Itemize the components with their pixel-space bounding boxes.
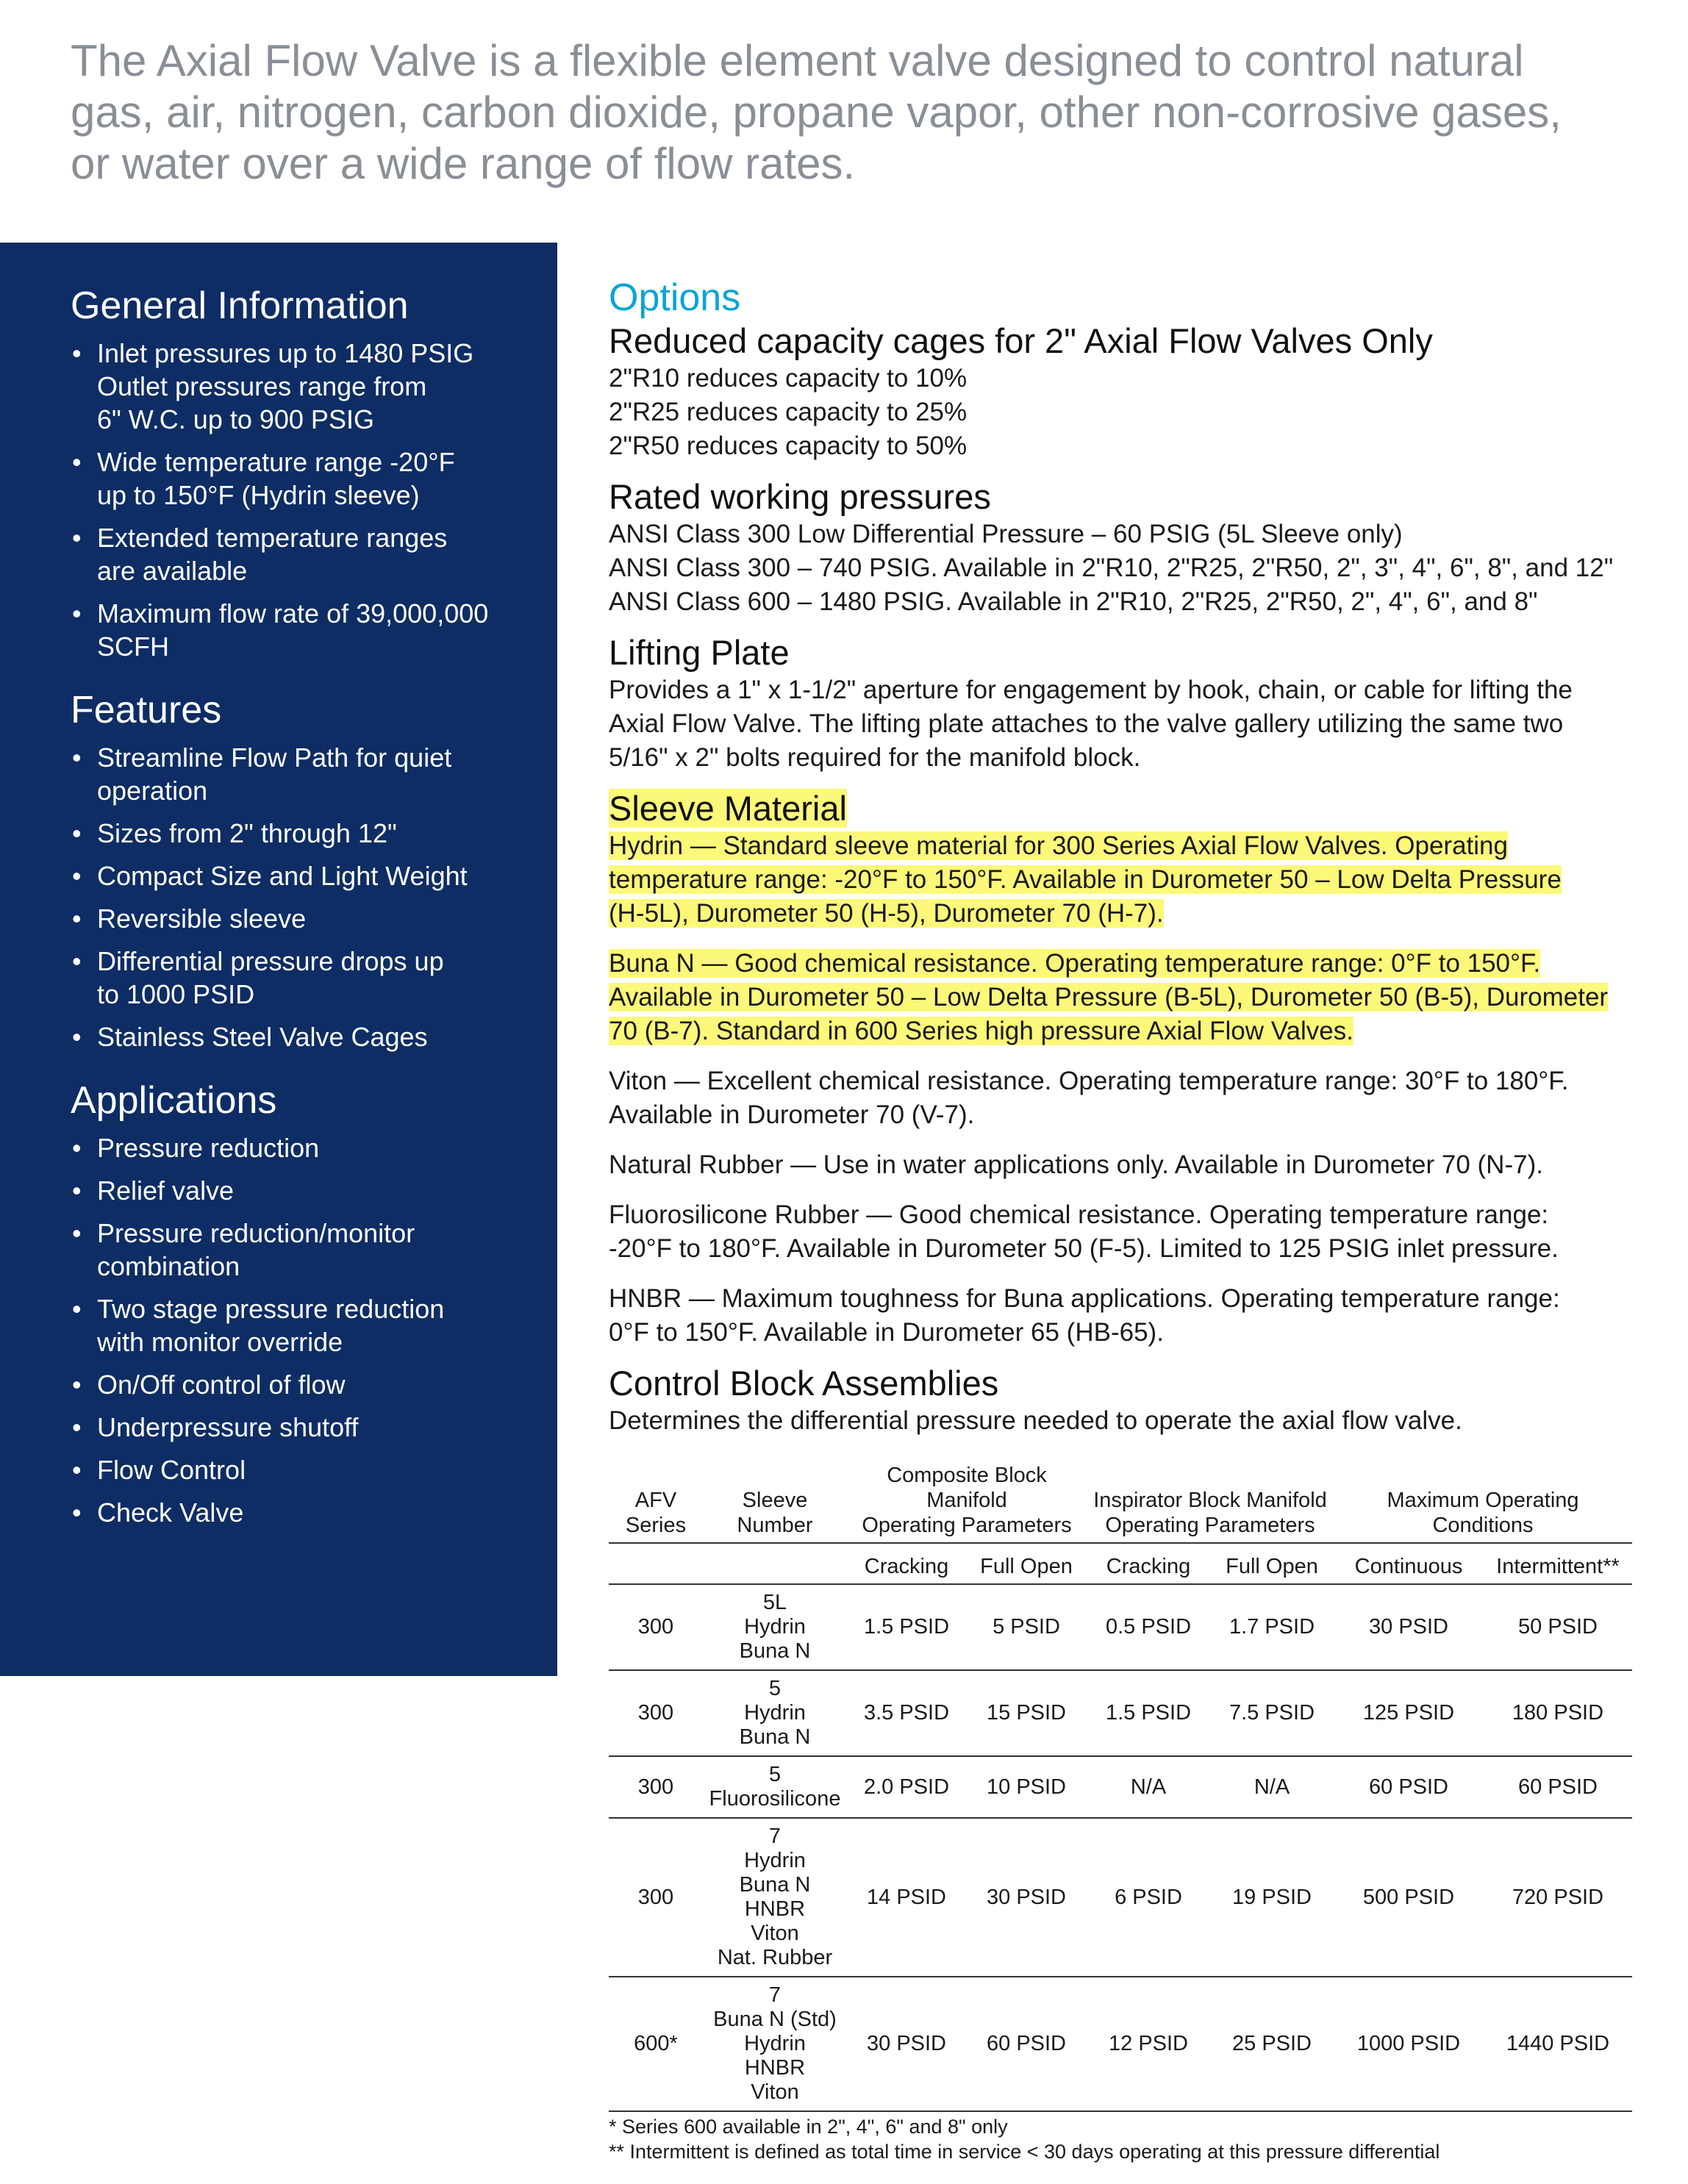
- pressure-line: ANSI Class 600 – 1480 PSIG. Available in 2"R10, 2"R25, 2"R50, 2", 4", 6", and 8": [609, 587, 1538, 616]
- afv-series-cell: 300: [609, 1670, 703, 1756]
- list-item: [71, 1174, 557, 1207]
- lifting-line: Provides a 1" x 1-1/2" aperture for engagement by hook, chain, or cable for lifting the: [609, 676, 1573, 704]
- sleeve-name: Buna N: [739, 1873, 811, 1897]
- pressure-cell: 1.5 PSID: [847, 1584, 966, 1670]
- reduced-capacity-title: Reduced capacity cages for 2" Axial Flow Valves Only: [609, 321, 1433, 360]
- lifting-plate-title: Lifting Plate: [609, 633, 790, 672]
- empty-subheader: [703, 1543, 847, 1584]
- pressure-cell: 14 PSID: [847, 1818, 966, 1977]
- pressure-cell: 720 PSID: [1484, 1818, 1632, 1977]
- list-item: [71, 445, 557, 512]
- sleeve-line: -20°F to 180°F. Available in Durometer 50 (F-5). Limited to 125 PSIG inlet pressure.: [609, 1234, 1559, 1263]
- pressure-cell: 60 PSID: [1484, 1756, 1632, 1818]
- sleeve-paragraph: [609, 1148, 1638, 1182]
- sleeve-name: HNBR: [744, 1897, 806, 1921]
- table-body: [609, 1584, 1632, 2111]
- list-item-line: • Underpressure shutoff: [97, 1412, 359, 1442]
- pressure-cell: 5 PSID: [966, 1584, 1087, 1670]
- list-item-line: • Check Valve: [97, 1497, 244, 1528]
- sleeve-material-section: [609, 788, 1638, 1350]
- sleeve-line-text: Available in Durometer 50 – Low Delta Pressure (B-5L), Durometer 50 (B-5), Durometer: [609, 983, 1609, 1012]
- list-item-line: SCFH: [97, 631, 169, 662]
- header-line: Manifold: [926, 1489, 1007, 1512]
- afv-series-cell: 600*: [609, 1977, 703, 2111]
- inspirator-full-open-subheader: Full Open: [1210, 1543, 1334, 1584]
- sleeve-paragraph: [609, 1198, 1638, 1266]
- pressure-cell: 19 PSID: [1210, 1818, 1334, 1977]
- sleeve-name: Nat. Rubber: [717, 1946, 833, 1969]
- sleeve-line: [609, 897, 1638, 931]
- list-item-line: • Differential pressure drops up: [97, 946, 444, 976]
- sleeve-name: Hydrin: [744, 1849, 806, 1872]
- features-title: Features: [71, 689, 222, 731]
- maximum-operating-header: [1334, 1463, 1632, 1543]
- list-item-line: • Reversible sleeve: [97, 903, 307, 934]
- list-item-line: • Pressure reduction/monitor: [97, 1218, 415, 1248]
- capacity-line: 2"R25 reduces capacity to 25%: [609, 398, 968, 426]
- list-item: [71, 521, 557, 587]
- list-item-line: • Two stage pressure reduction: [97, 1294, 445, 1324]
- list-item: [71, 1217, 557, 1283]
- list-item: [71, 902, 557, 935]
- list-item-line: • Stainless Steel Valve Cages: [97, 1022, 428, 1052]
- table-subheader-row: [609, 1543, 1632, 1584]
- pressure-cell: 6 PSID: [1087, 1818, 1210, 1977]
- sleeve-name: Hydrin: [744, 1701, 806, 1725]
- control-block-title: Control Block Assemblies: [609, 1364, 999, 1403]
- table-row: [609, 1756, 1632, 1818]
- list-item: [71, 1496, 557, 1529]
- list-item-line: operation: [97, 776, 208, 806]
- pressure-cell: 10 PSID: [966, 1756, 1087, 1818]
- general-information-section: [71, 284, 557, 663]
- list-item-line: up to 150°F (Hydrin sleeve): [97, 480, 420, 510]
- pressure-cell: 7.5 PSID: [1210, 1670, 1334, 1756]
- list-item-line: • Sizes from 2" through 12": [97, 818, 397, 848]
- sleeve-number-cell: [703, 1977, 847, 2111]
- intro-line: gas, air, nitrogen, carbon dioxide, propane vapor, other non-corrosive gases,: [71, 87, 1562, 137]
- capacity-line: 2"R50 reduces capacity to 50%: [609, 432, 968, 460]
- sidebar-panel: [0, 243, 557, 1676]
- features-section: [71, 688, 557, 1053]
- list-item-line: Outlet pressures range from: [97, 371, 427, 401]
- pressure-cell: 2.0 PSID: [847, 1756, 966, 1818]
- sleeve-line: Natural Rubber — Use in water applications only. Available in Durometer 70 (N-7).: [609, 1150, 1543, 1179]
- afv-series-cell: 300: [609, 1818, 703, 1977]
- sleeve-name: Fluorosilicone: [709, 1787, 841, 1811]
- sleeve-name: 7: [768, 1825, 782, 1848]
- inspirator-cracking-subheader: Cracking: [1087, 1543, 1210, 1584]
- pressure-cell: 12 PSID: [1087, 1977, 1210, 2111]
- pressure-line: ANSI Class 300 – 740 PSIG. Available in 2"R10, 2"R25, 2"R50, 2", 3", 4", 6", 8", and 12": [609, 554, 1614, 582]
- intro-line: or water over a wide range of flow rates.: [71, 139, 856, 188]
- sleeve-paragraph: [609, 1064, 1638, 1132]
- general-information-title: General Information: [71, 284, 409, 327]
- list-item-line: • Wide temperature range -20°F: [97, 447, 455, 477]
- sleeve-number-header: [703, 1463, 847, 1543]
- sleeve-paragraph: [609, 1282, 1638, 1350]
- afv-series-cell: 300: [609, 1756, 703, 1818]
- inspirator-block-header: [1087, 1463, 1334, 1543]
- lifting-line: Axial Flow Valve. The lifting plate attaches to the valve gallery utilizing the same two: [609, 709, 1564, 738]
- lifting-line: 5/16" x 2" bolts required for the manifold block.: [609, 743, 1141, 772]
- sleeve-plain-list: [609, 1064, 1638, 1350]
- sleeve-paragraph-highlighted: [609, 947, 1638, 1048]
- list-item: [71, 1453, 557, 1486]
- sleeve-name: 5: [768, 1763, 782, 1786]
- pressure-cell: 25 PSID: [1210, 1977, 1334, 2111]
- sleeve-line: Fluorosilicone Rubber — Good chemical resistance. Operating temperature range:: [609, 1200, 1549, 1229]
- sleeve-line: [609, 947, 1638, 981]
- list-item-line: • Maximum flow rate of 39,000,000: [97, 598, 489, 629]
- list-item-line: • Inlet pressures up to 1480 PSIG: [97, 338, 474, 368]
- control-block-section: [609, 1363, 1638, 1438]
- header-line: Maximum Operating: [1387, 1489, 1579, 1512]
- sleeve-name: 5: [768, 1677, 782, 1700]
- list-item-line: • Relief valve: [97, 1175, 235, 1206]
- sleeve-line-text: Hydrin — Standard sleeve material for 300 Series Axial Flow Valves. Operating: [609, 831, 1508, 860]
- pressure-cell: 15 PSID: [966, 1670, 1087, 1756]
- sleeve-line: 0°F to 150°F. Available in Durometer 65 (HB-65).: [609, 1318, 1164, 1347]
- list-item-line: • Streamline Flow Path for quiet: [97, 742, 452, 773]
- sleeve-material-title-text: Sleeve Material: [609, 789, 847, 828]
- list-item-line: • Flow Control: [97, 1455, 246, 1485]
- afv-series-header: [609, 1463, 703, 1543]
- list-item: [71, 1131, 557, 1164]
- afv-series-cell: 300: [609, 1584, 703, 1670]
- pressure-line: ANSI Class 300 Low Differential Pressure – 60 PSIG (5L Sleeve only): [609, 520, 1403, 548]
- list-item-line: combination: [97, 1251, 240, 1281]
- intermittent-subheader: Intermittent**: [1484, 1543, 1632, 1584]
- intro-line: The Axial Flow Valve is a flexible element valve designed to control natural: [71, 36, 1524, 85]
- header-line: Operating Parameters: [1105, 1514, 1315, 1537]
- sleeve-name: 5L: [762, 1591, 787, 1614]
- applications-title: Applications: [71, 1079, 277, 1122]
- sleeve-line: Available in Durometer 70 (V-7).: [609, 1100, 975, 1129]
- sleeve-line: [609, 829, 1638, 863]
- sleeve-number-cell: [703, 1818, 847, 1977]
- continuous-subheader: Continuous: [1334, 1543, 1484, 1584]
- sleeve-line: HNBR — Maximum toughness for Buna applications. Operating temperature range:: [609, 1284, 1560, 1313]
- pressure-cell: 30 PSID: [847, 1977, 966, 2111]
- pressure-cell: 3.5 PSID: [847, 1670, 966, 1756]
- pressure-cell: 30 PSID: [1334, 1584, 1484, 1670]
- pressure-cell: 0.5 PSID: [1087, 1584, 1210, 1670]
- table-header-row: [609, 1463, 1632, 1543]
- rated-pressures-title: Rated working pressures: [609, 477, 991, 516]
- sleeve-line: [609, 981, 1638, 1014]
- sleeve-name: Viton: [751, 1922, 799, 1945]
- header-line: Sleeve: [742, 1489, 808, 1512]
- list-item: [71, 1292, 557, 1358]
- footnote-series-600: * Series 600 available in 2", 4", 6" and 8" only: [609, 2116, 1008, 2138]
- sleeve-line: [609, 863, 1638, 897]
- header-line: Inspirator Block Manifold: [1093, 1489, 1327, 1512]
- list-item-line: • Extended temperature ranges: [97, 523, 448, 553]
- list-item: [71, 1411, 557, 1444]
- lifting-plate-section: [609, 632, 1638, 775]
- footnote-intermittent: ** Intermittent is defined as total time in service < 30 days operating at this pressure differential: [609, 2141, 1440, 2163]
- pressure-cell: 50 PSID: [1484, 1584, 1632, 1670]
- header-line: Composite Block: [887, 1464, 1047, 1487]
- sleeve-line-text: 70 (B-7). Standard in 600 Series high pressure Axial Flow Valves.: [609, 1017, 1353, 1045]
- list-item: [71, 859, 557, 892]
- sleeve-material-title: [609, 788, 1638, 829]
- table-row: [609, 1977, 1632, 2111]
- pressure-cell: 1.7 PSID: [1210, 1584, 1334, 1670]
- list-item: [71, 1368, 557, 1401]
- header-line: Conditions: [1432, 1514, 1534, 1537]
- sleeve-number-cell: [703, 1584, 847, 1670]
- sleeve-line: Viton — Excellent chemical resistance. Operating temperature range: 30°F to 180°F.: [609, 1067, 1569, 1095]
- sleeve-line: [609, 1014, 1638, 1048]
- header-line: Operating Parameters: [862, 1514, 1072, 1537]
- table-row: [609, 1818, 1632, 1977]
- options-title: Options: [609, 276, 741, 319]
- options-column: [609, 275, 1638, 1438]
- sleeve-name: Buna N (Std): [713, 2008, 837, 2031]
- applications-list: [71, 1131, 557, 1529]
- sleeve-name: HNBR: [744, 2056, 806, 2080]
- composite-cracking-subheader: Cracking: [847, 1543, 966, 1584]
- control-block-table: [609, 1463, 1632, 2112]
- pressure-cell: N/A: [1210, 1756, 1334, 1818]
- table-row: [609, 1584, 1632, 1670]
- empty-subheader: [609, 1543, 703, 1584]
- pressure-cell: 30 PSID: [966, 1818, 1087, 1977]
- list-item-line: to 1000 PSID: [97, 979, 255, 1009]
- pressure-cell: 1440 PSID: [1484, 1977, 1632, 2111]
- sleeve-name: Viton: [751, 2080, 799, 2104]
- list-item: [71, 337, 557, 436]
- pressure-cell: 180 PSID: [1484, 1670, 1632, 1756]
- control-block-subtitle: Determines the differential pressure needed to operate the axial flow valve.: [609, 1406, 1462, 1435]
- capacity-line: 2"R10 reduces capacity to 10%: [609, 364, 968, 393]
- sleeve-number-cell: [703, 1670, 847, 1756]
- sleeve-line-text: temperature range: -20°F to 150°F. Available in Durometer 50 – Low Delta Pressure: [609, 865, 1562, 894]
- sleeve-paragraph-highlighted: [609, 829, 1638, 931]
- list-item-line: • Pressure reduction: [97, 1133, 320, 1163]
- pressure-cell: 60 PSID: [966, 1977, 1087, 2111]
- sleeve-name: Buna N: [739, 1725, 811, 1749]
- pressure-cell: 1.5 PSID: [1087, 1670, 1210, 1756]
- general-information-list: [71, 337, 557, 663]
- sleeve-line-text: (H-5L), Durometer 50 (H-5), Durometer 70 (H-7).: [609, 899, 1164, 928]
- sleeve-name: Hydrin: [744, 1615, 806, 1639]
- control-block-table-wrap: [609, 1463, 1632, 2112]
- list-item-line: 6" W.C. up to 900 PSIG: [97, 404, 374, 434]
- table-row: [609, 1670, 1632, 1756]
- pressure-cell: N/A: [1087, 1756, 1210, 1818]
- sleeve-highlighted-list: [609, 829, 1638, 1048]
- sleeve-number-cell: [703, 1756, 847, 1818]
- pressure-cell: 500 PSID: [1334, 1818, 1484, 1977]
- list-item-line: • On/Off control of flow: [97, 1370, 346, 1400]
- sleeve-name: Buna N: [739, 1639, 811, 1663]
- list-item-line: with monitor override: [97, 1327, 343, 1357]
- sleeve-name: Hydrin: [744, 2032, 806, 2055]
- reduced-capacity-section: [609, 321, 1638, 463]
- sleeve-line-text: Buna N — Good chemical resistance. Operating temperature range: 0°F to 150°F.: [609, 949, 1541, 978]
- list-item-line: • Compact Size and Light Weight: [97, 861, 468, 891]
- list-item: [71, 597, 557, 663]
- intro-heading: [71, 35, 1629, 190]
- pressure-cell: 125 PSID: [1334, 1670, 1484, 1756]
- rated-pressures-section: [609, 476, 1638, 619]
- composite-full-open-subheader: Full Open: [966, 1543, 1087, 1584]
- list-item: [71, 1020, 557, 1053]
- pressure-cell: 60 PSID: [1334, 1756, 1484, 1818]
- list-item: [71, 817, 557, 850]
- footnotes: [609, 2114, 1440, 2164]
- list-item: [71, 741, 557, 807]
- features-list: [71, 741, 557, 1053]
- sleeve-name: 7: [768, 1983, 782, 2007]
- list-item: [71, 945, 557, 1011]
- pressure-cell: 1000 PSID: [1334, 1977, 1484, 2111]
- header-line: AFV: [634, 1489, 677, 1512]
- applications-section: [71, 1078, 557, 1529]
- header-line: Series: [625, 1514, 687, 1537]
- list-item-line: are available: [97, 556, 248, 586]
- composite-block-header: [847, 1463, 1087, 1543]
- header-line: Number: [737, 1514, 813, 1537]
